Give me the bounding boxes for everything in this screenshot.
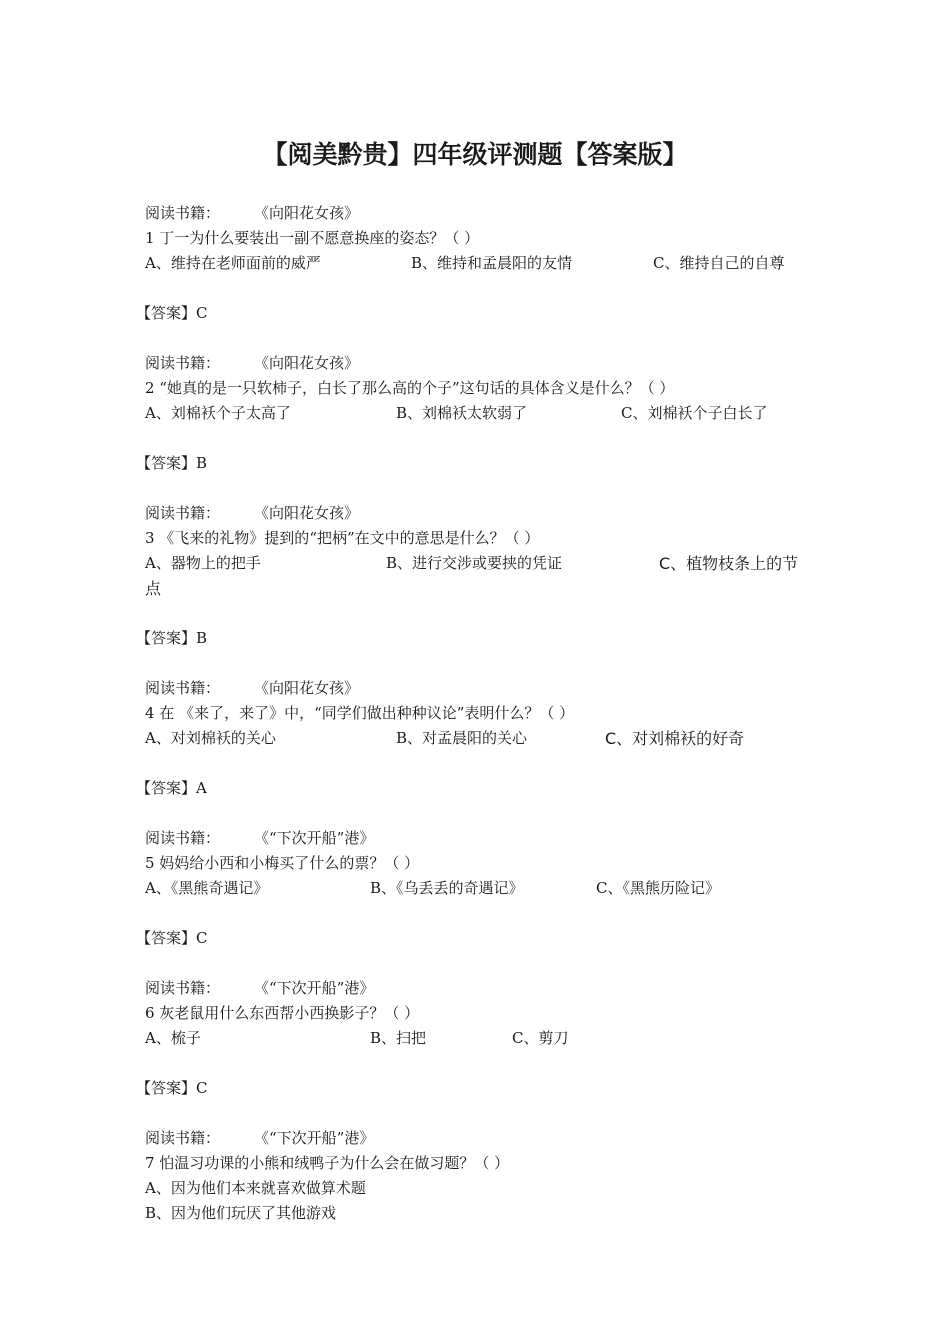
book-title: 《“下次开船”港》 bbox=[254, 1129, 375, 1147]
book-line bbox=[145, 676, 825, 701]
book-label: 阅读书籍： bbox=[145, 354, 221, 372]
book-line bbox=[145, 501, 825, 526]
option-b: B、维持和孟晨阳的友情 bbox=[411, 254, 573, 272]
options-row bbox=[145, 401, 825, 426]
option-c: C、刘棉袄个子白长了 bbox=[621, 404, 768, 422]
options-row bbox=[145, 876, 825, 901]
option-c: C、《黑熊历险记》 bbox=[596, 879, 720, 897]
option-a: A、器物上的把手 bbox=[145, 554, 261, 572]
question-text: 1 丁一为什么要装出一副不愿意换座的姿态？（ ） bbox=[145, 229, 480, 247]
answer-line: 【答案】B bbox=[136, 629, 208, 647]
option-b: B、《乌丢丢的奇遇记》 bbox=[370, 879, 524, 897]
option-a: A、《黑熊奇遇记》 bbox=[145, 879, 269, 897]
book-title: 《向阳花女孩》 bbox=[254, 204, 360, 222]
option-c: C、维持自己的自尊 bbox=[653, 254, 785, 272]
book-title: 《“下次开船”港》 bbox=[254, 829, 375, 847]
book-label: 阅读书籍： bbox=[145, 204, 221, 222]
option-a: A、因为他们本来就喜欢做算术题 bbox=[145, 1179, 366, 1197]
book-label: 阅读书籍： bbox=[145, 504, 221, 522]
book-line bbox=[145, 201, 825, 226]
option-c: C、植物枝条上的节 bbox=[659, 554, 799, 573]
option-c: C、剪刀 bbox=[512, 1029, 569, 1047]
option-c: C、对刘棉袄的好奇 bbox=[605, 729, 745, 748]
answer-line: 【答案】C bbox=[136, 929, 208, 947]
answer-line: 【答案】A bbox=[136, 779, 207, 797]
answer-line: 【答案】B bbox=[136, 454, 208, 472]
book-label: 阅读书籍： bbox=[145, 679, 221, 697]
options-row bbox=[145, 1026, 825, 1051]
question-text: 5 妈妈给小西和小梅买了什么的票？（ ） bbox=[145, 854, 420, 872]
book-line bbox=[145, 351, 825, 376]
options-row bbox=[145, 251, 825, 276]
book-label: 阅读书籍： bbox=[145, 829, 221, 847]
option-b: B、刘棉袄太软弱了 bbox=[396, 404, 528, 422]
question-text: 3 《飞来的礼物》提到的“把柄”在文中的意思是什么？（ ） bbox=[145, 529, 540, 547]
question-text: 4 在 《来了，来了》中，“同学们做出种种议论”表明什么？（ ） bbox=[145, 704, 575, 722]
question-text: 6 灰老鼠用什么东西帮小西换影子？（ ） bbox=[145, 1004, 420, 1022]
question-list bbox=[136, 201, 825, 1226]
option-b: B、对孟晨阳的关心 bbox=[396, 729, 528, 747]
option-b: B、进行交涉或要挟的凭证 bbox=[386, 554, 563, 572]
option-a: A、梳子 bbox=[145, 1029, 201, 1047]
option-b: B、扫把 bbox=[370, 1029, 427, 1047]
options-row bbox=[145, 551, 825, 576]
answer-line: 【答案】C bbox=[136, 1079, 208, 1097]
options-row bbox=[145, 726, 825, 751]
book-title: 《向阳花女孩》 bbox=[254, 679, 360, 697]
book-label: 阅读书籍： bbox=[145, 1129, 221, 1147]
option-a: A、对刘棉袄的关心 bbox=[145, 729, 276, 747]
book-line bbox=[145, 976, 825, 1001]
book-title: 《向阳花女孩》 bbox=[254, 354, 360, 372]
answer-line: 【答案】C bbox=[136, 304, 208, 322]
question-text: 2 “她真的是一只软柿子，白长了那么高的个子”这句话的具体含义是什么？（ ） bbox=[145, 379, 675, 397]
book-line bbox=[145, 1126, 825, 1151]
document-title: 【阅美黔贵】四年级评测题【答案版】 bbox=[262, 140, 688, 169]
option-a: A、维持在老师面前的威严 bbox=[145, 254, 321, 272]
book-title: 《向阳花女孩》 bbox=[254, 504, 360, 522]
book-line bbox=[145, 826, 825, 851]
option-c-continuation: 点 bbox=[145, 579, 162, 598]
book-label: 阅读书籍： bbox=[145, 979, 221, 997]
option-a: A、刘棉袄个子太高了 bbox=[145, 404, 291, 422]
question-text: 7 怕温习功课的小熊和绒鸭子为什么会在做习题？（ ） bbox=[145, 1154, 510, 1172]
option-b: B、因为他们玩厌了其他游戏 bbox=[145, 1204, 337, 1222]
book-title: 《“下次开船”港》 bbox=[254, 979, 375, 997]
